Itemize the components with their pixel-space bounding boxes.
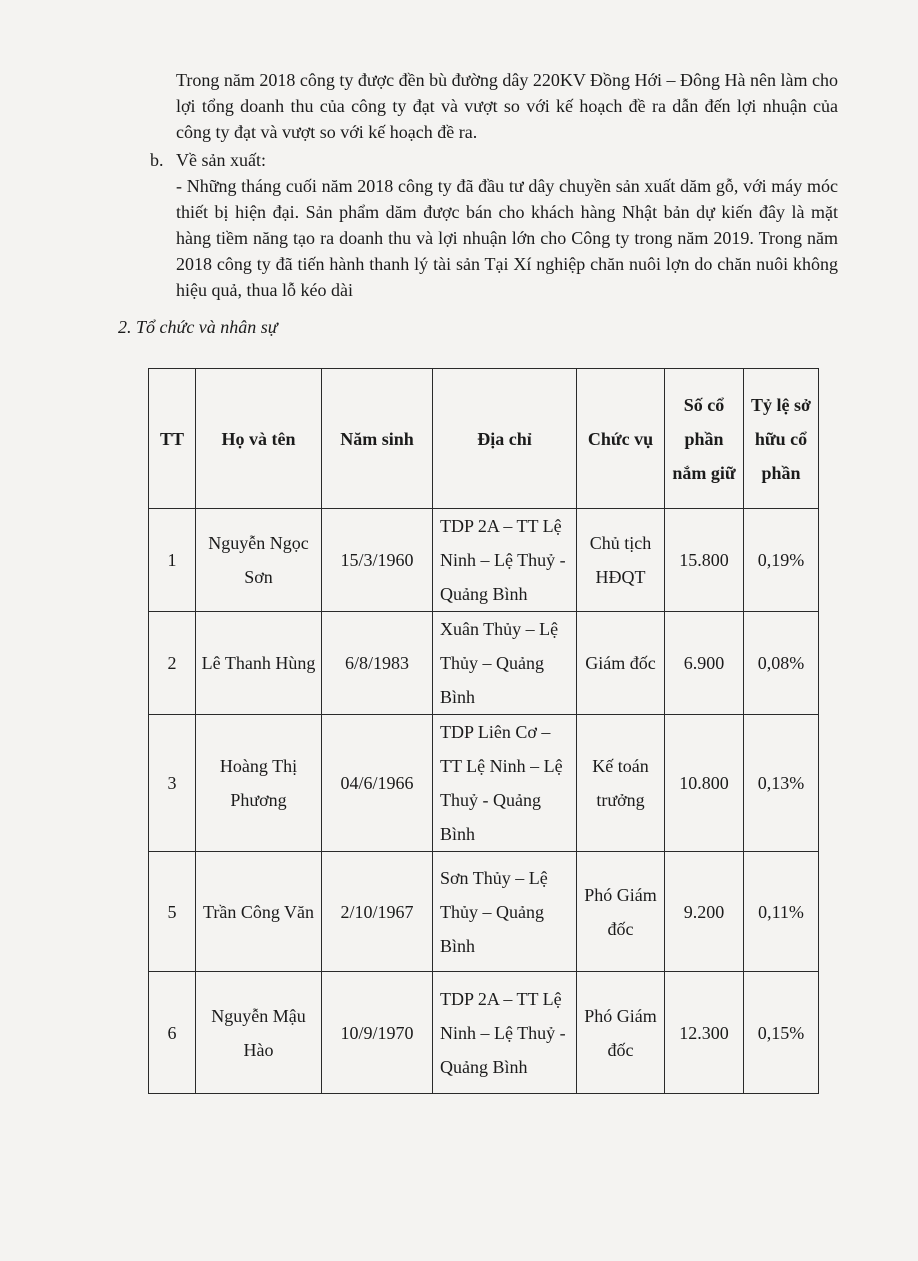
table-row — [149, 715, 819, 852]
header-position: Chức vụ — [577, 369, 665, 509]
cell-address: Xuân Thủy – Lệ Thủy – Quảng Bình — [433, 612, 577, 715]
cell-ratio: 0,13% — [744, 715, 819, 852]
header-birth: Năm sinh — [322, 369, 433, 509]
production-heading — [150, 147, 266, 173]
cell-address: TDP 2A – TT Lệ Ninh – Lệ Thuỷ - Quảng Bình — [433, 509, 577, 612]
cell-shares: 10.800 — [665, 715, 744, 852]
production-label: b. — [150, 150, 164, 170]
section-title: 2. Tổ chức và nhân sự — [118, 317, 278, 337]
cell-tt: 3 — [149, 715, 196, 852]
cell-address: Sơn Thủy – Lệ Thủy – Quảng Bình — [433, 852, 577, 972]
header-ratio: Tỷ lệ sở hữu cổ phần — [744, 369, 819, 509]
cell-birth: 6/8/1983 — [322, 612, 433, 715]
cell-shares: 9.200 — [665, 852, 744, 972]
cell-name: Trần Công Văn — [196, 852, 322, 972]
intro-paragraph: Trong năm 2018 công ty được đền bù đường dây 220KV Đồng Hới – Đông Hà nên làm cho lợi tổng doanh thu của công ty đạt và vượt so với kế hoạch đề ra dẫn đến lợi nhuận của công ty đạt và vượt so với kế hoạch đề ra. — [176, 70, 839, 142]
cell-birth: 10/9/1970 — [322, 972, 433, 1094]
cell-tt: 5 — [149, 852, 196, 972]
table-row — [149, 972, 819, 1094]
header-tt: TT — [149, 369, 196, 509]
production-paragraph: - Những tháng cuối năm 2018 công ty đã đầu tư dây chuyền sản xuất dăm gỗ, với máy móc thiết bị hiện đại. Sản phẩm dăm được bán cho khách hàng Nhật bản dự kiến đây là mặt hàng tiềm năng tạo ra doanh thu và lợi nhuận lớn cho Công ty trong năm 2019. Trong năm 2018 công ty đã tiến hành thanh lý tài sản Tại Xí nghiệp chăn nuôi lợn do chăn nuôi không hiệu quả, thua lỗ kéo dài — [176, 176, 838, 300]
table-row — [149, 509, 819, 612]
table-row — [149, 612, 819, 715]
cell-ratio: 0,15% — [744, 972, 819, 1094]
table-row — [149, 852, 819, 972]
header-shares: Số cổ phần nắm giữ — [665, 369, 744, 509]
cell-shares: 6.900 — [665, 612, 744, 715]
cell-address: TDP 2A – TT Lệ Ninh – Lệ Thuỷ - Quảng Bình — [433, 972, 577, 1094]
cell-ratio: 0,19% — [744, 509, 819, 612]
cell-birth: 15/3/1960 — [322, 509, 433, 612]
cell-ratio: 0,11% — [744, 852, 819, 972]
cell-name: Nguyễn Mậu Hào — [196, 972, 322, 1094]
personnel-table — [148, 368, 819, 1094]
cell-address: TDP Liên Cơ – TT Lệ Ninh – Lệ Thuỷ - Quảng Bình — [433, 715, 577, 852]
cell-name: Lê Thanh Hùng — [196, 612, 322, 715]
cell-name: Hoàng Thị Phương — [196, 715, 322, 852]
production-heading-text: Về sản xuất: — [176, 150, 266, 170]
cell-position: Chủ tịch HĐQT — [577, 509, 665, 612]
cell-name: Nguyễn Ngọc Sơn — [196, 509, 322, 612]
cell-shares: 15.800 — [665, 509, 744, 612]
table-header-row — [149, 369, 819, 509]
cell-position: Giám đốc — [577, 612, 665, 715]
cell-ratio: 0,08% — [744, 612, 819, 715]
cell-tt: 6 — [149, 972, 196, 1094]
header-name: Họ và tên — [196, 369, 322, 509]
cell-tt: 1 — [149, 509, 196, 612]
cell-shares: 12.300 — [665, 972, 744, 1094]
cell-position: Phó Giám đốc — [577, 852, 665, 972]
header-address: Địa chỉ — [433, 369, 577, 509]
cell-position: Phó Giám đốc — [577, 972, 665, 1094]
cell-birth: 04/6/1966 — [322, 715, 433, 852]
cell-position: Kế toán trưởng — [577, 715, 665, 852]
cell-tt: 2 — [149, 612, 196, 715]
cell-birth: 2/10/1967 — [322, 852, 433, 972]
